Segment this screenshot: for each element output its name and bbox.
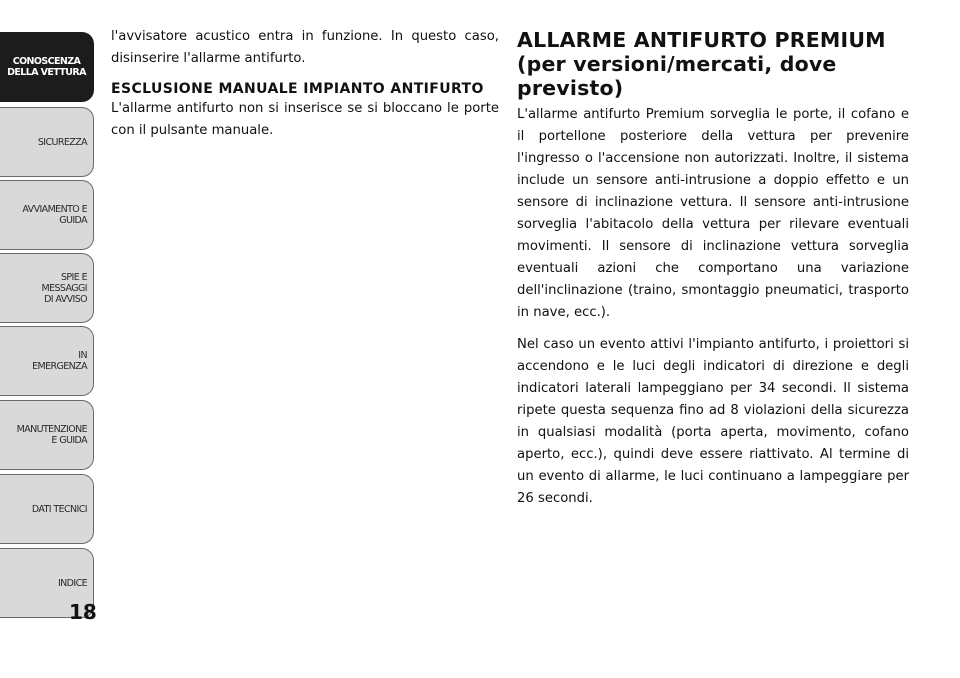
tab-label: DATI TECNICI [31,503,87,515]
section-paragraph: L'allarme antifurto non si inserisce se si bloccano le porte con il pulsante manuale. [111,101,499,138]
tab-label: MANUTENZIONE E GUIDA [16,424,87,446]
tab-conoscenza-della-vettura[interactable] [0,32,94,102]
tab-sicurezza[interactable] [0,107,94,177]
tab-in-emergenza[interactable] [0,326,94,396]
continued-paragraph: l'avvisatore acustico entra in funzione. In questo caso, disinserire l'allarme antifurto. [111,29,499,66]
chapter-tabs [0,0,98,630]
tab-avviamento-e-guida[interactable] [0,180,94,250]
body-paragraph: Nel caso un evento attivi l'impianto antifurto, i proiettori si accendono e le luci degli indicatori di direzione e degli indicatori laterali lampeggiano per 34 secondi. Il sistema ripete questa sequenza fino ad 8 violazioni della sicurezza in qualsiasi modalità (porta aperta, movimento, cofano aperto, ecc.), quindi deve essere riattivato. Al termine di un evento di allarme, le luci continuano a lampeggiare per 26 secondi. [517,337,909,506]
page-number: 18 [69,600,97,624]
right-column [517,28,909,520]
body-paragraph: L'allarme antifurto Premium sorveglia le porte, il cofano e il portellone posteriore della vettura per prevenire l'ingresso o l'accensione non autorizzati. Inoltre, il sistema include un sensore anti-intrusione a doppio effetto e un sensore di inclinazione vettura. Il sensore anti-intrusione sorveglia l'abitacolo della vettura per rilevare eventuali movimenti. Il sensore di inclinazione vettura sorveglia eventuali azioni che comportano una variazione dell'inclinazione (traino, smontaggio pneumatici, trasporto in nave, ecc.). [517,107,909,320]
left-column [111,26,499,152]
tab-label: INDICE [57,577,87,589]
tab-spie-e-messaggi[interactable] [0,253,94,323]
section-title: ALLARME ANTIFURTO PREMIUM (per versioni/mercati, dove previsto) [517,28,886,100]
tab-label: AVVIAMENTO E GUIDA [22,204,87,226]
tab-label: IN EMERGENZA [32,350,87,372]
section-heading: ESCLUSIONE MANUALE IMPIANTO ANTIFURTO [111,81,484,97]
tab-label: SICUREZZA [37,136,87,148]
tab-label: SPIE E MESSAGGI DI AVVISO [41,271,87,305]
tab-dati-tecnici[interactable] [0,474,94,544]
tab-manutenzione-e-guida[interactable] [0,400,94,470]
tab-label: CONOSCENZA DELLA VETTURA [7,56,86,78]
